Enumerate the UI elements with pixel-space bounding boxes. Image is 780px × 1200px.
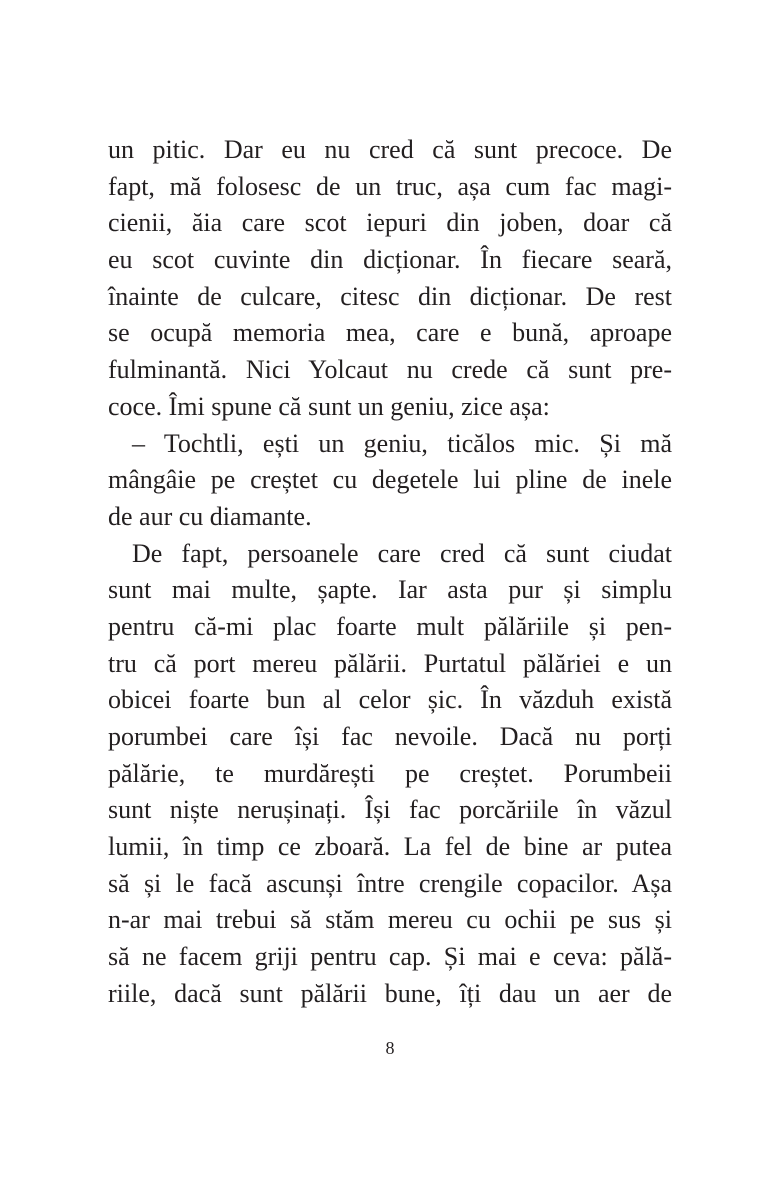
text-line: sunt niște nerușinați. Își fac porcăriile în văzul xyxy=(108,795,672,825)
text-line: – Tochtli, ești un geniu, ticălos mic. Și mă xyxy=(132,428,672,458)
text-line: fulminantă. Nici Yolcaut nu crede că sunt pre- xyxy=(108,355,672,385)
body-text xyxy=(108,132,672,1013)
text-line: să ne facem griji pentru cap. Și mai e ceva: pălă- xyxy=(108,942,672,972)
paragraph xyxy=(108,426,672,536)
text-line: pălărie, te murdărești pe creștet. Porumbeii xyxy=(108,758,672,788)
text-line: fapt, mă folosesc de un truc, așa cum fac magi- xyxy=(108,171,672,201)
text-line: lumii, în timp ce zboară. La fel de bine ar putea xyxy=(108,832,672,862)
text-line: obicei foarte bun al celor șic. În văzduh există xyxy=(108,685,672,715)
text-line: eu scot cuvinte din dicționar. În fiecare seară, xyxy=(108,245,672,275)
text-line: să și le facă ascunși între crengile copacilor. Așa xyxy=(108,868,672,898)
text-line: n-ar mai trebui să stăm mereu cu ochii pe sus și xyxy=(108,905,672,935)
text-line: pentru că-mi plac foarte mult pălăriile și pen- xyxy=(108,611,672,641)
paragraph xyxy=(108,132,672,426)
text-line: mângâie pe creștet cu degetele lui pline de inele xyxy=(108,465,672,495)
text-line: tru că port mereu pălării. Purtatul pălăriei e un xyxy=(108,648,672,678)
text-line: De fapt, persoanele care cred că sunt ciudat xyxy=(132,538,672,568)
text-line: se ocupă memoria mea, care e bună, aproape xyxy=(108,318,672,348)
page-number: 8 xyxy=(385,1038,395,1058)
paragraph xyxy=(108,536,672,1013)
text-line: coce. Îmi spune că sunt un geniu, zice așa: xyxy=(108,391,550,421)
text-line: înainte de culcare, citesc din dicționar. De rest xyxy=(108,281,672,311)
text-line: de aur cu diamante. xyxy=(108,501,312,531)
text-line: cienii, ăia care scot iepuri din joben, doar că xyxy=(108,208,672,238)
text-line: sunt mai multe, șapte. Iar asta pur și simplu xyxy=(108,575,672,605)
text-line: un pitic. Dar eu nu cred că sunt precoce. De xyxy=(108,135,672,164)
text-line: porumbei care își fac nevoile. Dacă nu porți xyxy=(108,722,672,751)
text-line: riile, dacă sunt pălării bune, îți dau un aer de xyxy=(108,978,672,1008)
